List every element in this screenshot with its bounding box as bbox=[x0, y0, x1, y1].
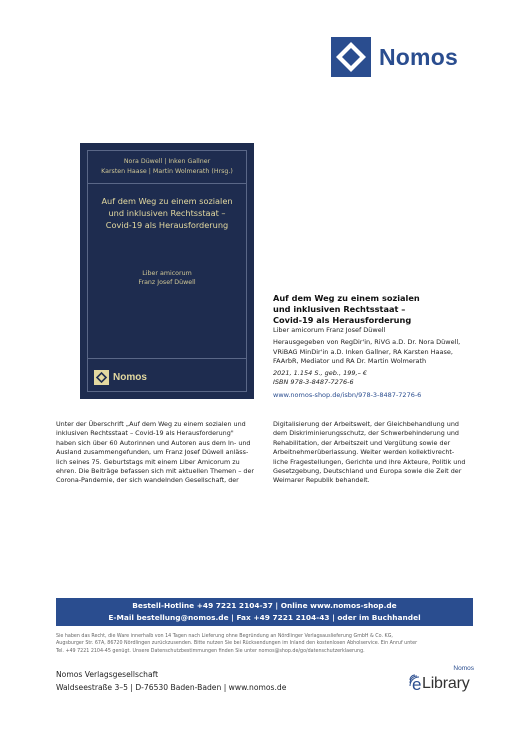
description-line: inklusiven Rechtsstaat – Covid-19 als Herausforderung" bbox=[56, 429, 234, 438]
book-title-line: und inklusiven Rechtsstaat – bbox=[273, 304, 406, 314]
cover-subtitle-line: Franz Josef Düwell bbox=[138, 279, 196, 286]
cover-logo bbox=[94, 370, 147, 385]
elibrary-logo bbox=[408, 665, 478, 697]
book-editors-line: Herausgegeben von RegDir'in, RiVG a.D. Dr. Nora Düwell, bbox=[273, 338, 461, 347]
cover-editors-line: Karsten Haase | Martin Wolmerath (Hrsg.) bbox=[101, 168, 233, 175]
cover-logo-text: Nomos bbox=[113, 372, 147, 383]
description-left-column bbox=[56, 420, 255, 486]
nomos-logo-text: Nomos bbox=[379, 43, 458, 70]
cover-title-line: und inklusiven Rechtsstaat – bbox=[108, 208, 226, 218]
description-line: Rehabilitation, der Arbeitszeit und Vergütung sowie der bbox=[273, 438, 451, 447]
description-line: ehren. Die Beiträge befassen sich mit aktuellen Themen – der bbox=[56, 467, 255, 476]
description-line: Corona-Pandemie, der sich wandelnden Gesellschaft, der bbox=[56, 476, 239, 485]
legal-notice bbox=[56, 633, 473, 655]
description-right-column bbox=[273, 420, 474, 486]
description-line: Ausland zusammengefunden, um Franz Josef Düwell anläss- bbox=[56, 448, 249, 457]
elibrary-word: Library bbox=[422, 675, 470, 692]
cover-editors-line: Nora Düwell | Inken Gallner bbox=[123, 158, 211, 165]
nomos-logo bbox=[331, 35, 481, 79]
description-line: lich seines 75. Geburtstags mit einem Liber Amicorum zu bbox=[56, 457, 240, 466]
description-line: Gesetzgebung, Deutschland und Europa sowie die Zeit der bbox=[273, 467, 462, 476]
order-hotline-line[interactable]: Bestell-Hotline +49 7221 2104-37 | Online www.nomos-shop.de bbox=[132, 601, 397, 610]
book-editors-line: VRiBAG MinDir'in a.D. Inken Gallner, RA Karsten Haase, bbox=[273, 347, 453, 356]
elibrary-brand: Nomos bbox=[453, 665, 474, 672]
book-isbn: ISBN 978-3-8487-7276-6 bbox=[273, 378, 354, 387]
cover-title bbox=[80, 195, 254, 231]
legal-line: Tel. +49 7221 2104-45 genügt. Unsere Datenschutzbestimmungen finden Sie unter nomos@shop.de/go/datenschutzerklaerung. bbox=[56, 648, 365, 654]
cover-subtitle bbox=[80, 269, 254, 287]
cover-divider bbox=[87, 183, 247, 184]
legal-line: Augsburger Str. 67A, 86720 Nördlingen zurückzusenden. Bitte nutzen Sie bei Rücksendungen im Inland den kostenlosen Abholservice. Ein Anruf unter bbox=[56, 641, 418, 647]
description-line: haben sich über 60 Autorinnen und Autoren aus dem In- und bbox=[56, 438, 251, 447]
book-title-line: Auf dem Weg zu einem sozialen bbox=[273, 293, 420, 303]
cover-title-line: Covid-19 als Herausforderung bbox=[105, 220, 229, 230]
publisher-street: Waldseestraße 3–5 | D-76530 Baden-Baden | www.nomos.de bbox=[56, 682, 287, 692]
book-cover bbox=[80, 143, 254, 399]
legal-line: Sie haben das Recht, die Ware innerhalb von 14 Tagen nach Lieferung ohne Begründung an Nördlinger Verlagsauslieferung GmbH & Co. KG, bbox=[56, 634, 393, 639]
elibrary-e: e bbox=[412, 675, 422, 694]
cover-editors bbox=[80, 157, 254, 177]
description-line: Digitalisierung der Arbeitswelt, der Gleichbehandlung und bbox=[273, 420, 459, 428]
order-contact-line[interactable]: E-Mail bestellung@nomos.de | Fax +49 7221 2104-43 | oder im Buchhandel bbox=[108, 612, 421, 622]
book-editors bbox=[273, 338, 473, 366]
cover-divider bbox=[87, 358, 247, 359]
book-shop-link[interactable]: www.nomos-shop.de/isbn/978-3-8487-7276-6 bbox=[273, 390, 422, 399]
book-pages-price: 2021, 1.154 S., geb., 199,– € bbox=[273, 369, 368, 378]
description-line: Arbeitnehmerüberlassung. Weiter werden kollektivrecht- bbox=[273, 448, 455, 457]
cover-subtitle-line: Liber amicorum bbox=[142, 270, 192, 277]
description-line: Weimarer Republik behandelt. bbox=[273, 476, 370, 485]
cover-title-line: Auf dem Weg zu einem sozialen bbox=[101, 196, 233, 206]
publisher-address bbox=[56, 669, 286, 694]
nomos-diamond-icon bbox=[94, 370, 109, 385]
publisher-name: Nomos Verlagsgesellschaft bbox=[56, 670, 159, 679]
description-line: dem Diskriminierungsschutz, der Schwerbehinderung und bbox=[273, 429, 459, 438]
book-info bbox=[273, 293, 473, 400]
book-subtitle: Liber amicorum Franz Josef Düwell bbox=[273, 326, 386, 334]
description-line: Unter der Überschrift „Auf dem Weg zu einem sozialen und bbox=[56, 420, 246, 428]
book-title-line: Covid-19 als Herausforderung bbox=[273, 315, 412, 325]
order-banner bbox=[56, 598, 473, 626]
description-line: liche Fragestellungen, Gerichte und ihre Akteure, Politik und bbox=[273, 457, 466, 466]
book-editors-line: FAArbR, Mediator und RA Dr. Martin Wolmerath bbox=[273, 356, 427, 365]
nomos-diamond-icon bbox=[331, 37, 371, 77]
